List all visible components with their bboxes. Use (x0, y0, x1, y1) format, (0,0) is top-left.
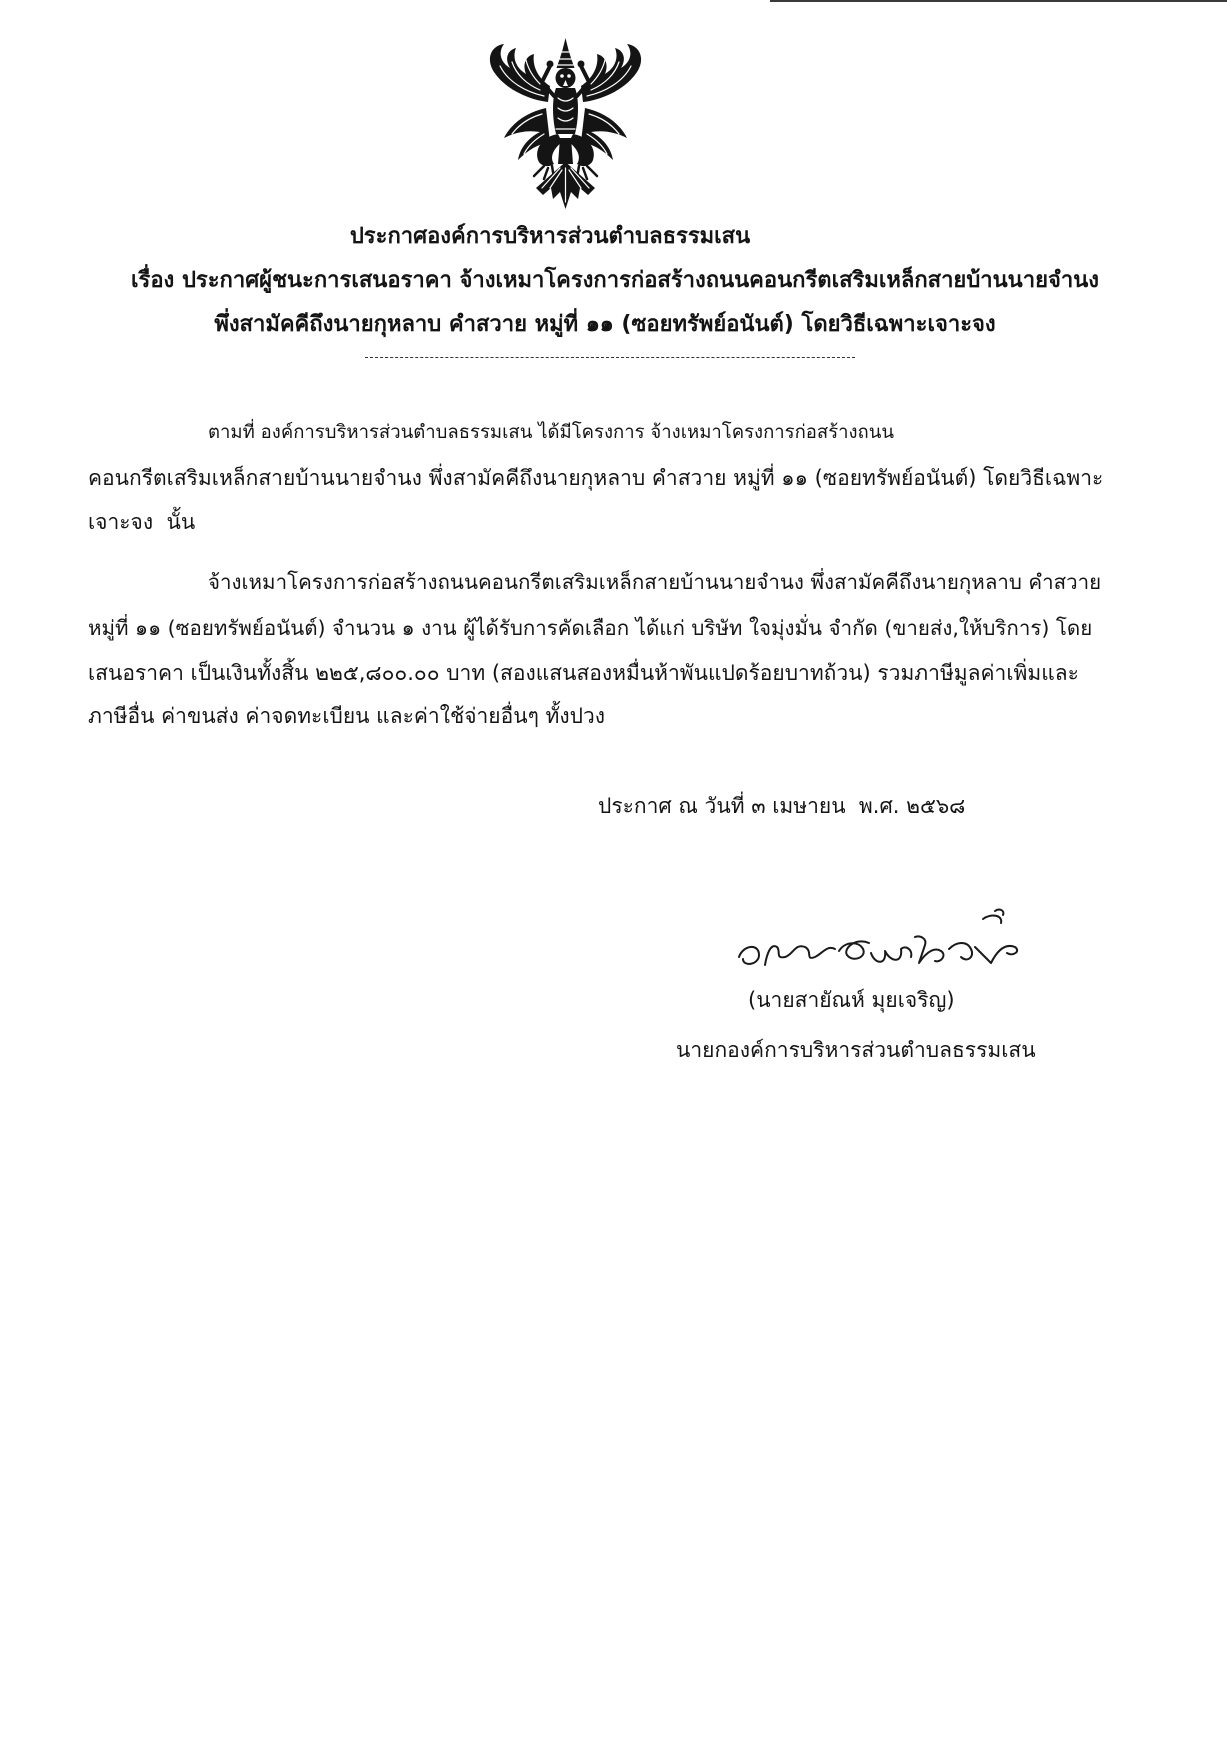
separator-line (365, 357, 855, 358)
paragraph-2-line-3: เสนอราคา เป็นเงินทั้งสิ้น ๒๒๕,๘๐๐.๐๐ บาท (สองแสนสองหมื่นห้าพันแปดร้อยบาทถ้วน) รวมภาษีมูลค่าเพิ่มและ (88, 661, 1079, 685)
paragraph-1-line-2: คอนกรีตเสริมเหล็กสายบ้านนายจำนง พึ่งสามัคคีถึงนายกุหลาบ คำสวาย หมู่ที่ ๑๑ (ซอยทรัพย์อนันต์) โดยวิธีเฉพาะ (88, 466, 1104, 490)
paragraph-2-line-1: จ้างเหมาโครงการก่อสร้างถนนคอนกรีตเสริมเหล็กสายบ้านนายจำนง พึ่งสามัคคีถึงนายกุหลาบ คำสวาย (208, 570, 1102, 594)
announcement-subject-line-2: พึ่งสามัคคีถึงนายกุหลาบ คำสวาย หมู่ที่ ๑๑ (ซอยทรัพย์อนันต์) โดยวิธีเฉพาะเจาะจง (214, 312, 996, 337)
garuda-emblem-icon (478, 38, 653, 210)
signatory-position: นายกองค์การบริหารส่วนตำบลธรรมเสน (676, 1038, 1036, 1062)
paragraph-2-line-2: หมู่ที่ ๑๑ (ซอยทรัพย์อนันต์) จำนวน ๑ งาน ผู้ได้รับการคัดเลือก ได้แก่ บริษัท ใจมุ่งมั่น จำกัด (ขายส่ง,ให้บริการ) โดย (88, 616, 1093, 640)
paragraph-1-line-1: ตามที่ องค์การบริหารส่วนตำบลธรรมเสน ได้มีโครงการ จ้างเหมาโครงการก่อสร้างถนน (208, 422, 895, 443)
handwritten-signature (735, 905, 1035, 980)
paragraph-2-line-4: ภาษีอื่น ค่าขนส่ง ค่าจดทะเบียน และค่าใช้จ่ายอื่นๆ ทั้งปวง (88, 704, 605, 728)
announcement-date: ประกาศ ณ วันที่ ๓ เมษายน พ.ศ. ๒๕๖๘ (598, 794, 966, 818)
scan-edge-line (770, 0, 1227, 2)
signatory-name: (นายสายัณห์ มุยเจริญ) (748, 988, 955, 1012)
paragraph-1-line-3: เจาะจง นั้น (88, 510, 196, 534)
announcement-subject-line-1: เรื่อง ประกาศผู้ชนะการเสนอราคา จ้างเหมาโครงการก่อสร้างถนนคอนกรีตเสริมเหล็กสายบ้านนายจำนง (131, 268, 1099, 293)
announcement-heading: ประกาศองค์การบริหารส่วนตำบลธรรมเสน (349, 224, 751, 249)
